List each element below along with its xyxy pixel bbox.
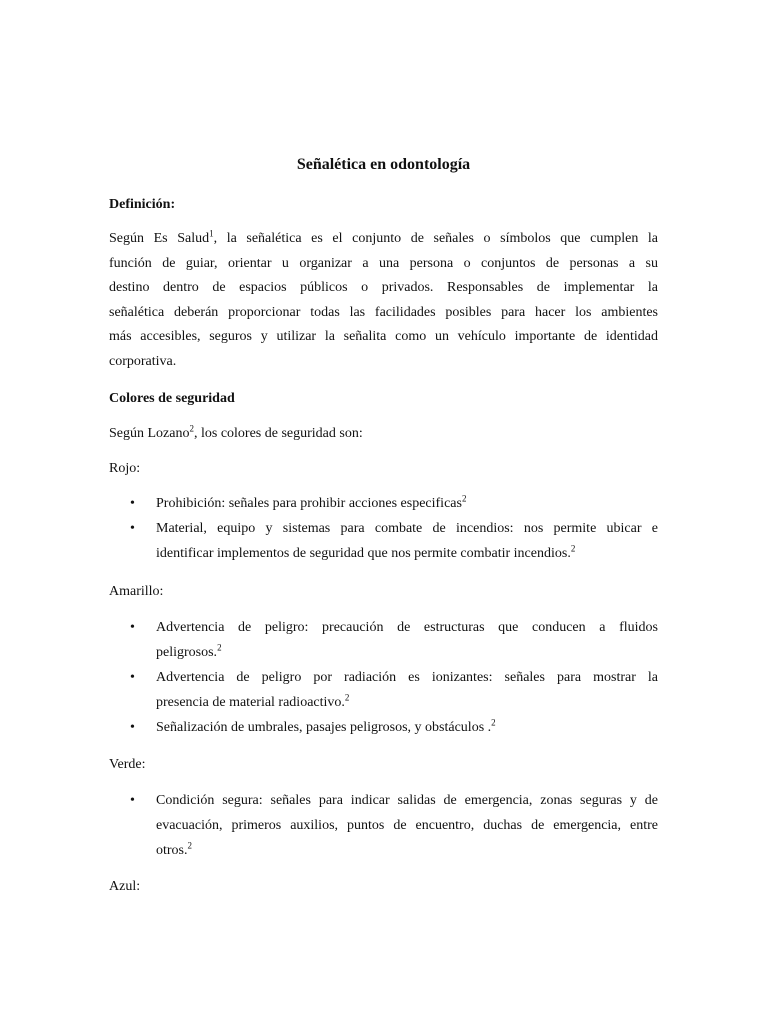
list-item	[109, 495, 658, 520]
list-item	[109, 792, 658, 860]
bullet-icon: •	[130, 620, 135, 635]
paragraph-line: señalética deberán proporcionar todas las facilidades posibles para hacer los ambientes	[109, 304, 658, 320]
list-item-text: Material, equipo y sistemas para combate de incendios: nos permite ubicar e	[156, 521, 658, 536]
list-item-text: Advertencia de peligro: precaución de estructuras que conducen a fluidos	[156, 620, 658, 635]
verde-label: Verde:	[109, 757, 146, 772]
list-item	[109, 719, 658, 737]
paragraph-line: corporativa.	[109, 353, 177, 369]
list-item-text: identificar implementos de seguridad que nos permite combatir incendios.$^2$	[156, 543, 576, 561]
verde-list	[109, 792, 658, 860]
footnote-marker: 2	[491, 717, 496, 728]
paragraph-line: Según Es Salud$^1$, la señalética es el conjunto de señales o símbolos que cumplen la	[109, 228, 659, 246]
list-item-text: Advertencia de peligro por radiación es ionizantes: señales para mostrar la	[156, 670, 658, 685]
azul-label: Azul:	[109, 879, 141, 894]
rojo-list	[109, 495, 658, 563]
footnote-marker: 2	[570, 543, 576, 554]
footnote-marker: 1	[209, 228, 214, 239]
intro-text: Según Lozano$^2$, los colores de seguridad son:	[109, 423, 363, 441]
definition-heading: Definición:	[109, 197, 176, 212]
paragraph-line: más accesibles, seguros y utilizar la señalita como un vehículo importante de identidad	[109, 329, 658, 344]
bullet-icon: •	[130, 521, 135, 536]
list-item-text: peligrosos.$^2$	[156, 642, 222, 660]
list-item-text: Condición segura: señales para indicar salidas de emergencia, zonas seguras y de	[156, 793, 658, 808]
list-item	[109, 669, 658, 719]
list-item-text: otros.$^2$	[156, 840, 192, 858]
list-item-text: evacuación, primeros auxilios, puntos de encuentro, duchas de emergencia, entre	[156, 818, 658, 833]
bullet-icon: •	[130, 720, 135, 735]
footnote-marker: 2	[189, 423, 194, 434]
list-item-text: presencia de material radioactivo.$^2$	[156, 692, 350, 710]
footnote-marker: 2	[187, 840, 192, 851]
amarillo-label: Amarillo:	[109, 584, 164, 599]
list-item-text: Señalización de umbrales, pasajes peligrosos, y obstáculos .$^2$	[156, 717, 496, 735]
rojo-label: Rojo:	[109, 461, 141, 476]
footnote-marker: 2	[217, 642, 222, 653]
definition-paragraph	[109, 230, 658, 377]
list-item	[109, 619, 658, 669]
colors-heading: Colores de seguridad	[109, 391, 235, 406]
bullet-icon: •	[130, 670, 135, 685]
list-item-text: Prohibición: señales para prohibir acciones especificas$^2$	[156, 493, 467, 511]
amarillo-list	[109, 619, 658, 737]
paragraph-line: destino dentro de espacios públicos o privados. Responsables de implementar la	[109, 280, 658, 295]
footnote-marker: 2	[461, 493, 467, 504]
bullet-icon: •	[130, 496, 135, 511]
footnote-marker: 2	[344, 692, 350, 703]
document-title: Señalética en odontología	[296, 156, 471, 173]
bullet-icon: •	[130, 793, 135, 808]
list-item	[109, 520, 658, 563]
paragraph-line: función de guiar, orientar u organizar a una persona o conjuntos de personas a su	[109, 255, 658, 271]
